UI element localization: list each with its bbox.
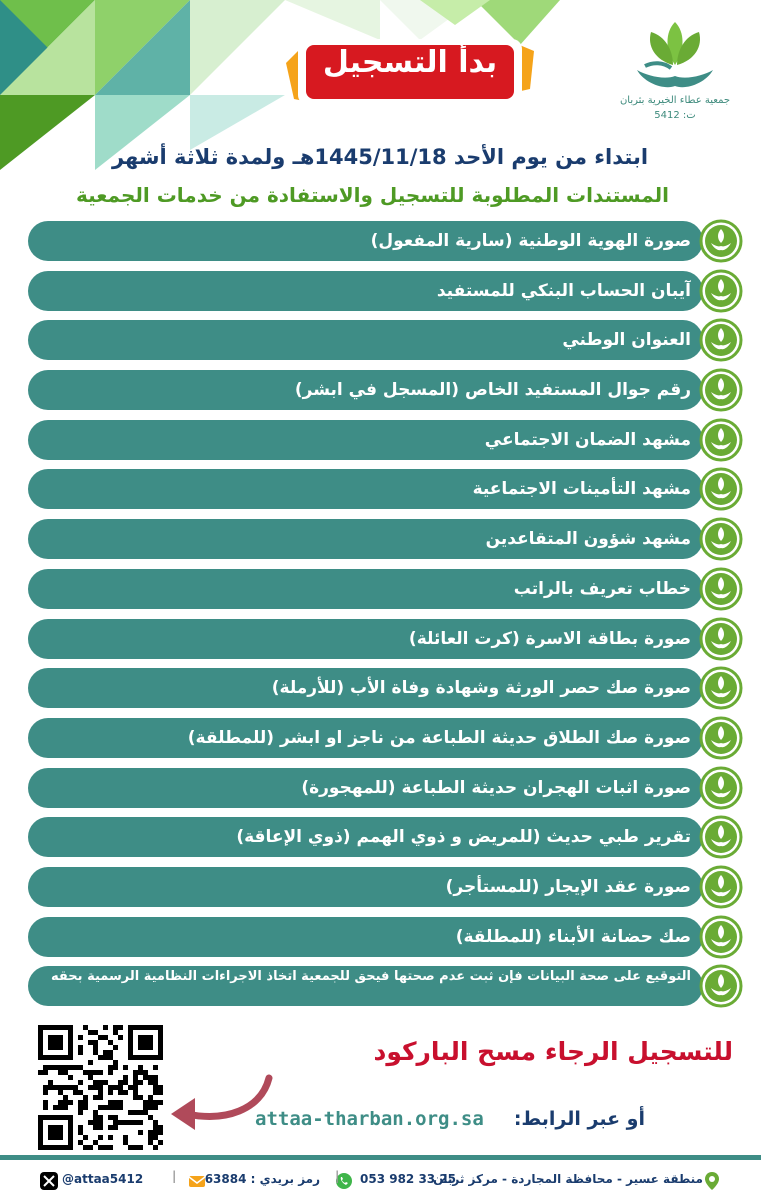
- hand-leaf-icon: [699, 517, 743, 561]
- hand-leaf-icon: [699, 368, 743, 412]
- list-item-label: صورة صك الطلاق حديثة الطباعة من ناجز او ابشر (للمطلقة): [187, 727, 691, 748]
- list-item: [28, 915, 743, 959]
- documents-list: [28, 219, 743, 1014]
- list-item: [28, 815, 743, 859]
- hand-leaf-icon: [699, 666, 743, 710]
- list-item: [28, 467, 743, 511]
- list-item-label: صورة بطاقة الاسرة (كرت العائلة): [408, 628, 691, 649]
- list-item-label: مشهد الضمان الاجتماعي: [484, 429, 691, 450]
- footer-divider: [0, 1155, 761, 1160]
- website-link[interactable]: attaa-tharban.org.sa: [255, 1108, 484, 1130]
- link-label: أو عبر الرابط:: [513, 1108, 645, 1130]
- footer: منطقة عسير - محافظة المجاردة - مركز ثربان 053 982 33 25 | رمز بريدي : 63884 | @attaa5412: [0, 1163, 761, 1200]
- location-pin-icon: [705, 1172, 719, 1193]
- hand-leaf-icon: [699, 219, 743, 263]
- list-item: [28, 418, 743, 462]
- list-item-label: صورة عقد الإيجار (للمستأجر): [445, 876, 691, 897]
- list-item: [28, 219, 743, 263]
- list-item-label: صورة صك حصر الورثة وشهادة وفاة الأب (للأرملة): [271, 678, 691, 699]
- list-item: [28, 666, 743, 710]
- list-item-label: مشهد شؤون المتقاعدين: [485, 529, 691, 550]
- documents-title: المستندات المطلوبة للتسجيل والاستفادة من خدمات الجمعية: [75, 183, 670, 207]
- list-item: [28, 766, 743, 810]
- x-logo-icon: [40, 1172, 58, 1193]
- list-item: [28, 318, 743, 362]
- list-item: [28, 517, 743, 561]
- hand-leaf-icon: [699, 815, 743, 859]
- hand-leaf-icon: [699, 617, 743, 661]
- footer-postal: رمز بريدي : 63884: [204, 1172, 320, 1186]
- list-item: [28, 964, 743, 1008]
- list-item-label: رقم جوال المستفيد الخاص (المسجل في ابشر): [294, 380, 691, 401]
- org-reg-number: ت: 5412: [654, 110, 696, 121]
- scan-instruction: للتسجيل الرجاء مسح الباركود: [373, 1037, 733, 1066]
- list-item-label: تقرير طبي حديث (للمريض و ذوي الهمم (ذوي الإعاقة): [236, 827, 691, 848]
- list-item-label: خطاب تعريف بالراتب: [513, 578, 691, 599]
- hand-leaf-icon: [699, 964, 743, 1008]
- hand-leaf-icon: [699, 915, 743, 959]
- hand-leaf-icon: [699, 865, 743, 909]
- hand-leaf-icon: [699, 318, 743, 362]
- banner-title: بدأ التسجيل: [322, 45, 498, 80]
- mail-box-icon: [188, 1172, 206, 1193]
- hand-leaf-icon: [699, 269, 743, 313]
- list-item-label: آيبان الحساب البنكي للمستفيد: [436, 280, 691, 301]
- list-item-label: التوقيع على صحة البيانات فإن ثبت عدم صحتها فيحق للجمعية اتخاذ الاجراءات النظامية الرسمية بحقه: [51, 969, 691, 985]
- hand-leaf-icon: [699, 467, 743, 511]
- hand-leaf-icon: [699, 418, 743, 462]
- list-item-label: مشهد التأمينات الاجتماعية: [472, 479, 691, 500]
- footer-social[interactable]: @attaa5412: [62, 1172, 144, 1186]
- list-item-label: صورة الهوية الوطنية (سارية المفعول): [370, 231, 691, 251]
- hand-leaf-icon: [699, 716, 743, 760]
- list-item-label: العنوان الوطني: [562, 330, 691, 351]
- list-item-label: صك حضانة الأبناء (للمطلقة): [455, 926, 691, 947]
- list-item: [28, 269, 743, 313]
- list-item: [28, 617, 743, 661]
- qr-code[interactable]: [38, 1025, 163, 1150]
- registration-date: ابتداء من يوم الأحد 1445/11/18هـ ولمدة ثلاثة أشهر: [111, 145, 649, 169]
- list-item-label: صورة اثبات الهجران حديثة الطباعة (للمهجورة): [301, 777, 691, 798]
- hand-leaf-icon: [699, 766, 743, 810]
- org-name: جمعية عطاء الخيرية بثربان: [619, 95, 731, 106]
- footer-location: منطقة عسير - محافظة المجاردة - مركز ثربان: [433, 1172, 703, 1186]
- list-item: [28, 368, 743, 412]
- hand-leaf-icon: [699, 567, 743, 611]
- list-item: [28, 865, 743, 909]
- list-item: [28, 716, 743, 760]
- list-item: [28, 567, 743, 611]
- footer-phone[interactable]: 053 982 33 25: [360, 1172, 457, 1186]
